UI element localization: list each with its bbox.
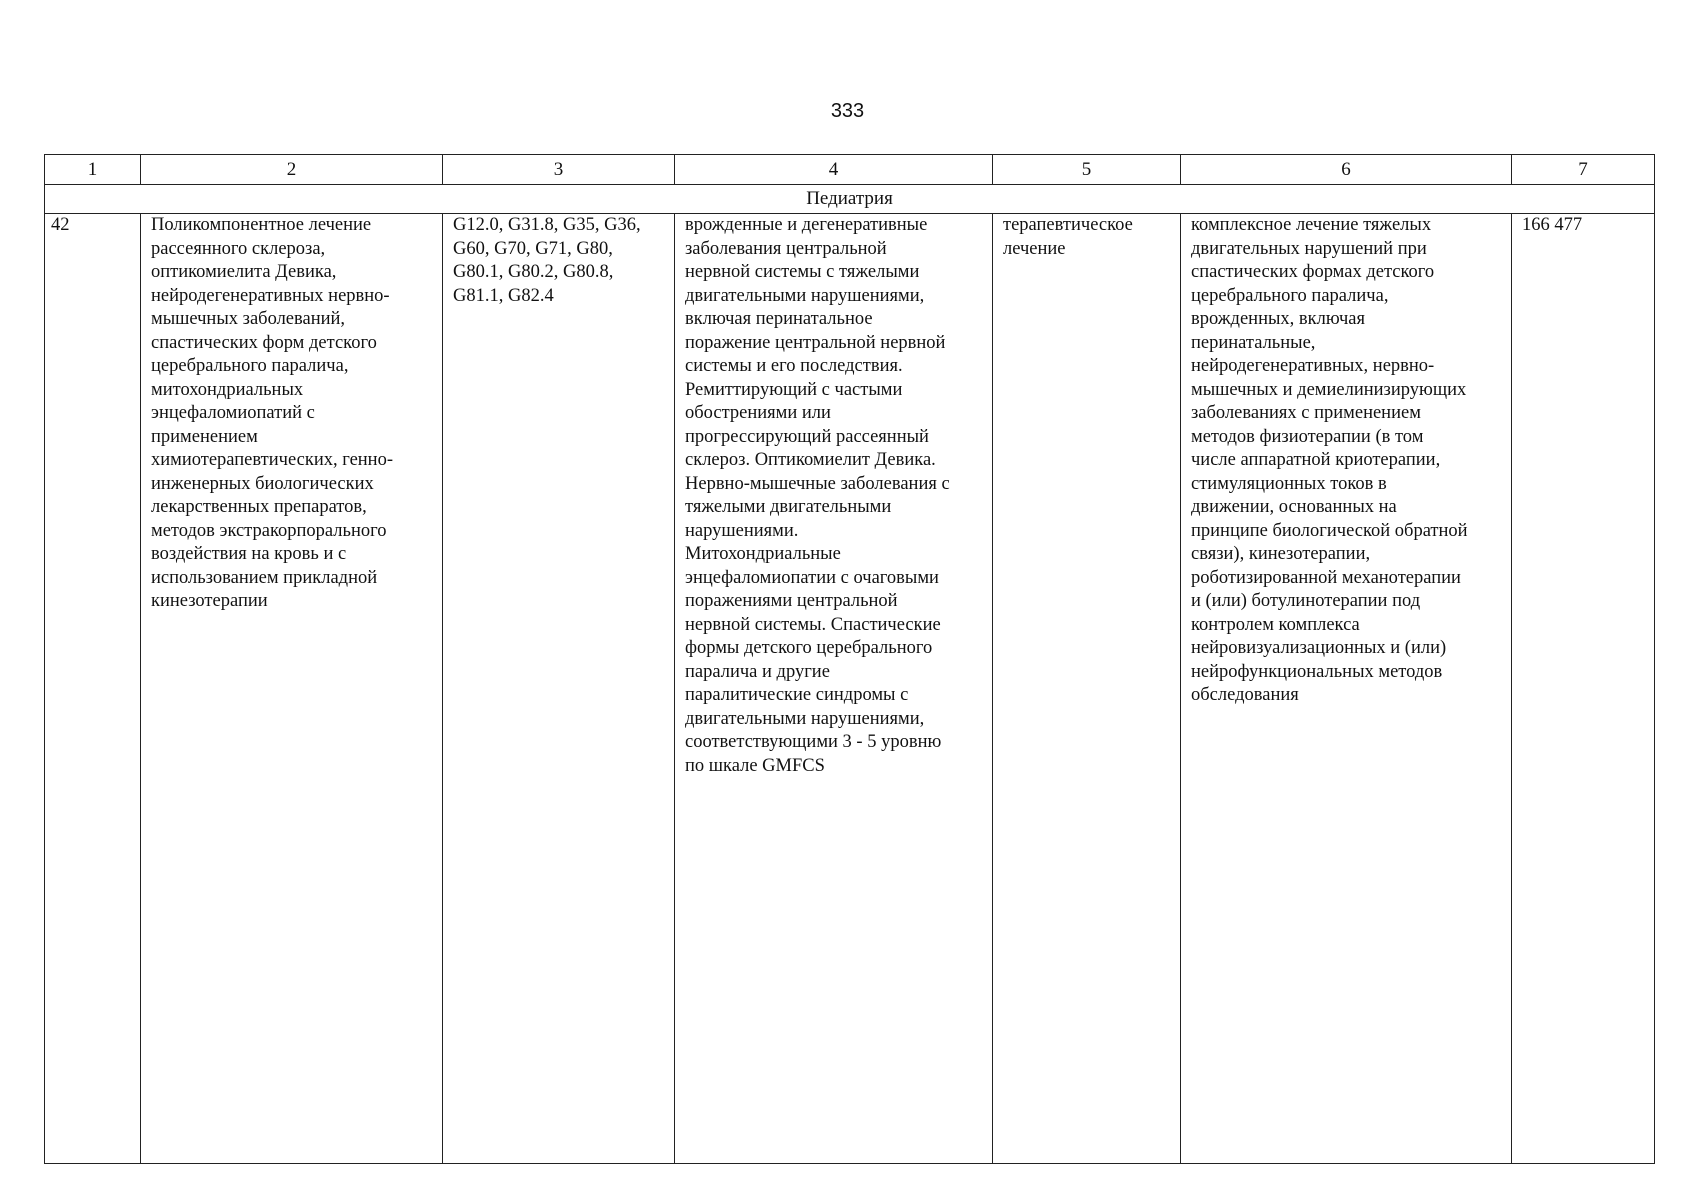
column-number-1: 1 xyxy=(45,155,141,185)
section-row xyxy=(45,185,1655,214)
column-number-7: 7 xyxy=(1512,155,1655,185)
treatment-method: комплексное лечение тяжелых двигательных нарушений при спастических формах детского церебрального паралича, врожденных, включая перинатальные, нейродегенеративных, нервно- мышечных и демиелинизирующих заболеваниях с применением методов физиотерапии (в том числе аппаратной криотерапии, стимуляционных токов в движении, основанных на принципе биологической обратной связи), кинезотерапии, роботизированной механотерапии и (или) ботулинотерапии под контролем комплекса нейровизуализационных и (или) нейрофункциональных методов обследования xyxy=(1191,215,1468,705)
cost-value: 166 477 xyxy=(1522,215,1583,235)
patient-model-cell xyxy=(675,214,993,1164)
medical-care-table xyxy=(44,154,1655,1164)
treatment-method-cell xyxy=(1181,214,1512,1164)
icd-codes-cell xyxy=(443,214,675,1164)
column-number-6: 6 xyxy=(1181,155,1512,185)
cost-cell xyxy=(1512,214,1655,1164)
treatment-name: Поликомпонентное лечение рассеянного склероза, оптикомиелита Девика, нейродегенеративных нервно- мышечных заболеваний, спастических форм детского церебрального паралича, митохондриальных энцефаломиопатий с применением химиотерапевтических, генно- инженерных биологических лекарственных препаратов, методов экстракорпорального воздействия на кровь и с использованием прикладной кинезотерапии xyxy=(151,215,393,611)
treatment-type-cell xyxy=(993,214,1181,1164)
treatment-name-cell xyxy=(141,214,443,1164)
page-number: 333 xyxy=(830,100,865,122)
patient-model: врожденные и дегенеративные заболевания центральной нервной системы с тяжелыми двигательными нарушениями, включая перинатальное поражение центральной нервной системы и его последствия. Ремиттирующий с частыми обострениями или прогрессирующий рассеянный склероз. Оптикомиелит Девика. Нервно-мышечные заболевания с тяжелыми двигательными нарушениями. Митохондриальные энцефаломиопатии с очаговыми поражениями центральной нервной системы. Спастические формы детского церебрального паралича и другие паралитические синдромы с двигательными нарушениями, соответствующими 3 - 5 уровню по шкале GMFCS xyxy=(685,215,950,776)
column-number-row xyxy=(45,155,1655,185)
column-number-2: 2 xyxy=(141,155,443,185)
section-title: Педиатрия xyxy=(45,185,1655,214)
column-number-5: 5 xyxy=(993,155,1181,185)
treatment-type: терапевтическое лечение xyxy=(1003,215,1133,259)
table-row xyxy=(45,214,1655,1164)
icd-codes: G12.0, G31.8, G35, G36, G60, G70, G71, G80, G80.1, G80.2, G80.8, G81.1, G82.4 xyxy=(453,215,641,306)
column-number-3: 3 xyxy=(443,155,675,185)
row-number: 42 xyxy=(45,214,141,1164)
column-number-4: 4 xyxy=(675,155,993,185)
